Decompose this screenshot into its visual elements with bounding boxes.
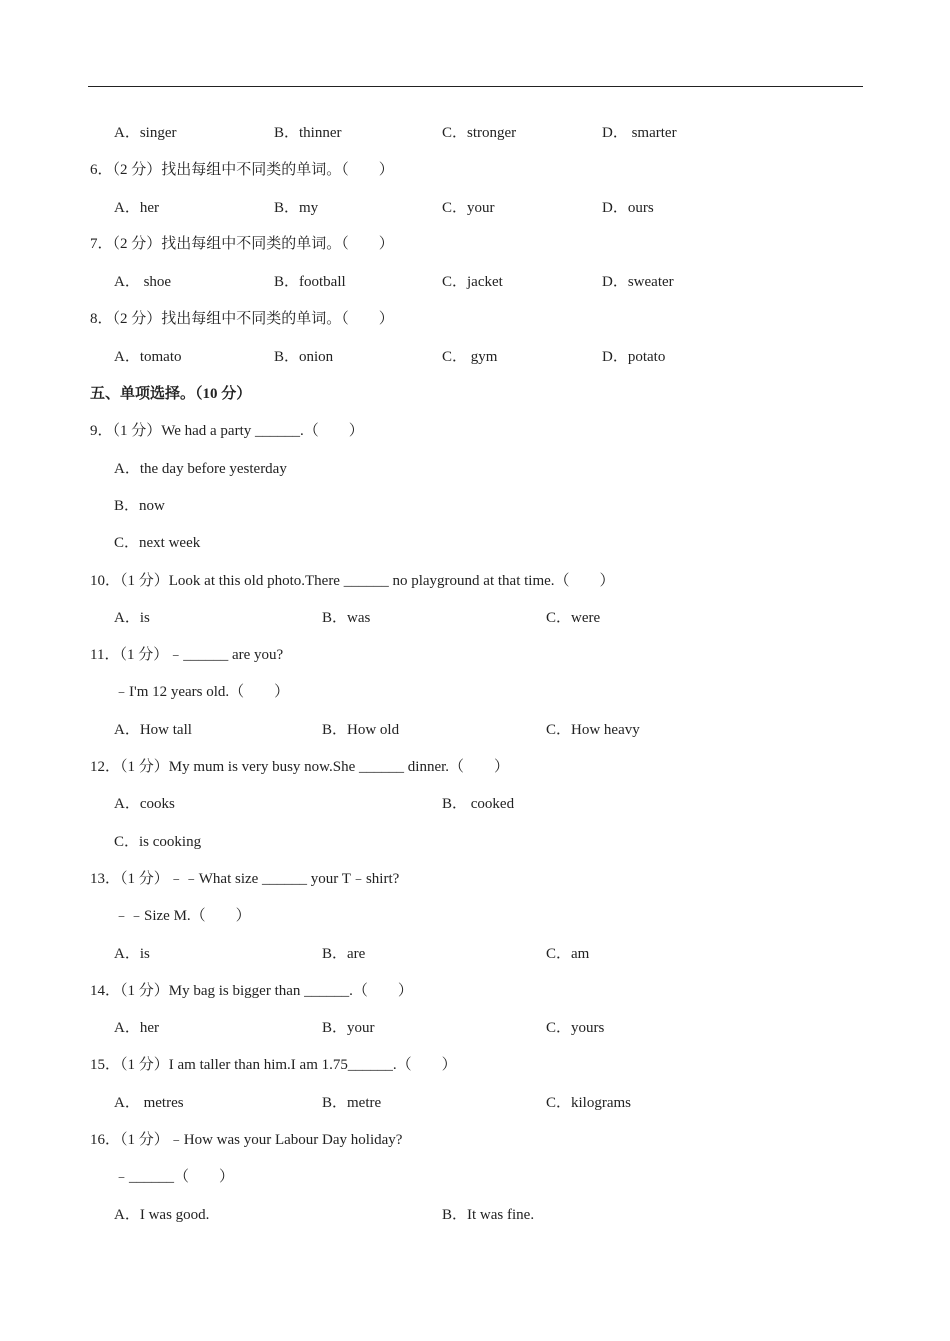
- q8-stem: 8．（2 分）找出每组中不同类的单词。（ ）: [90, 311, 394, 327]
- q5-option-d[interactable]: D． smarter: [602, 125, 677, 141]
- q9-stem: 9．（1 分）We had a party ______.（ ）: [90, 423, 364, 439]
- q12-option-b[interactable]: B． cooked: [442, 796, 515, 812]
- q13-stem: 13．（1 分）﹣﹣What size ______ your T﹣shirt?: [90, 871, 400, 887]
- q9-option-c[interactable]: C．next week: [114, 535, 201, 551]
- q8-option-b[interactable]: B．onion: [274, 349, 334, 365]
- q16-option-a[interactable]: A．I was good.: [114, 1207, 210, 1223]
- q10-option-a[interactable]: A．is: [114, 610, 150, 626]
- header-rule: [88, 86, 863, 87]
- q11-option-a[interactable]: A．How tall: [114, 722, 192, 738]
- q8-option-c[interactable]: C． gym: [442, 349, 498, 365]
- q14-option-c[interactable]: C．yours: [546, 1020, 605, 1036]
- q15-option-a[interactable]: A． metres: [114, 1095, 184, 1111]
- q8-option-a[interactable]: A．tomato: [114, 349, 182, 365]
- q16-option-b[interactable]: B．It was fine.: [442, 1207, 535, 1223]
- q8-option-d[interactable]: D．potato: [602, 349, 666, 365]
- q9-option-b[interactable]: B．now: [114, 498, 165, 514]
- q7-option-d[interactable]: D．sweater: [602, 274, 674, 290]
- q12-stem: 12．（1 分）My mum is very busy now.She ______ dinner.（ ）: [90, 759, 510, 775]
- q10-option-c[interactable]: C．were: [546, 610, 601, 626]
- q6-option-b[interactable]: B．my: [274, 200, 319, 216]
- q7-stem: 7．（2 分）找出每组中不同类的单词。（ ）: [90, 236, 394, 252]
- q12-option-a[interactable]: A．cooks: [114, 796, 175, 812]
- q6-stem: 6．（2 分）找出每组中不同类的单词。（ ）: [90, 162, 394, 178]
- q9-option-a[interactable]: A．the day before yesterday: [114, 461, 287, 477]
- q16-stem: 16．（1 分）﹣How was your Labour Day holiday?: [90, 1132, 403, 1148]
- q10-stem: 10．（1 分）Look at this old photo.There ______ no playground at that time.（ ）: [90, 573, 615, 589]
- q14-option-b[interactable]: B．your: [322, 1020, 375, 1036]
- q7-option-b[interactable]: B．football: [274, 274, 346, 290]
- q11-stem: 11．（1 分）﹣______ are you?: [90, 647, 284, 663]
- q7-option-a[interactable]: A． shoe: [114, 274, 172, 290]
- q13-option-b[interactable]: B．are: [322, 946, 366, 962]
- q5-option-a[interactable]: A．singer: [114, 125, 177, 141]
- q7-option-c[interactable]: C．jacket: [442, 274, 503, 290]
- q13-line2: ﹣﹣Size M.（ ）: [114, 908, 251, 924]
- q12-option-c[interactable]: C．is cooking: [114, 834, 202, 850]
- q13-option-c[interactable]: C．am: [546, 946, 590, 962]
- q15-option-b[interactable]: B．metre: [322, 1095, 382, 1111]
- q6-option-c[interactable]: C．your: [442, 200, 495, 216]
- q5-option-c[interactable]: C．stronger: [442, 125, 517, 141]
- q5-option-b[interactable]: B．thinner: [274, 125, 342, 141]
- q14-stem: 14．（1 分）My bag is bigger than ______.（ ）: [90, 983, 413, 999]
- q13-option-a[interactable]: A．is: [114, 946, 150, 962]
- section-heading: 五、单项选择。（10 分）: [90, 386, 252, 402]
- q11-option-b[interactable]: B．How old: [322, 722, 400, 738]
- q11-line2: ﹣I'm 12 years old.（ ）: [114, 684, 290, 700]
- q15-option-c[interactable]: C．kilograms: [546, 1095, 631, 1111]
- q6-option-d[interactable]: D．ours: [602, 200, 654, 216]
- q16-line2: ﹣______（ ）: [114, 1169, 235, 1185]
- q11-option-c[interactable]: C．How heavy: [546, 722, 640, 738]
- q10-option-b[interactable]: B．was: [322, 610, 371, 626]
- q15-stem: 15．（1 分）I am taller than him.I am 1.75______.（ ）: [90, 1057, 457, 1073]
- q6-option-a[interactable]: A．her: [114, 200, 159, 216]
- q14-option-a[interactable]: A．her: [114, 1020, 159, 1036]
